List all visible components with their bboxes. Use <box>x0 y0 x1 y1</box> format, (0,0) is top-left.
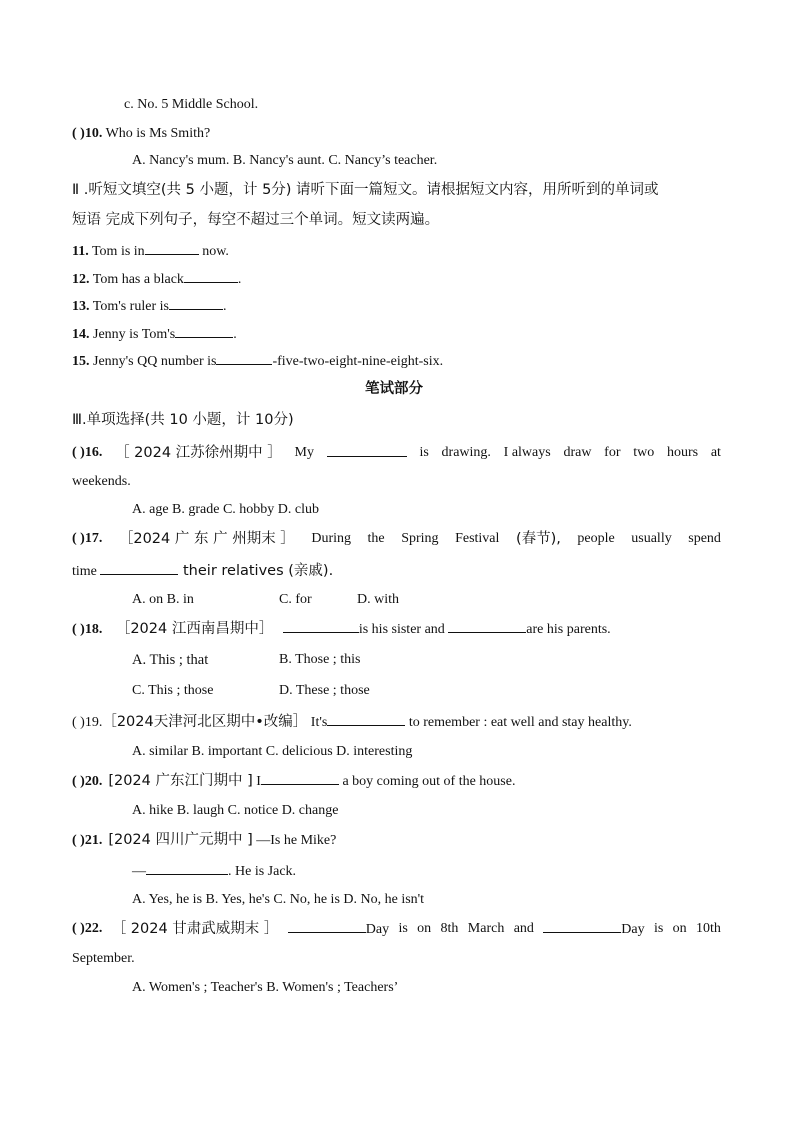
q16-options: A. age B. grade C. hobby D. club <box>132 502 320 517</box>
question-number: 22. <box>84 921 103 936</box>
word: 8th <box>440 921 459 936</box>
source-tag: [2024 四川广元期中 ] <box>108 832 253 848</box>
question-14 <box>72 325 237 344</box>
question-text: . <box>233 327 237 342</box>
q17-option-a-b: A. on B. in <box>132 592 194 607</box>
question-number: 19. <box>84 715 103 730</box>
section-2-heading-line2: 短语 完成下列句子，每空不超过三个单词。短文读两遍。 <box>72 212 440 228</box>
answer-blank[interactable] <box>146 862 228 875</box>
answer-blank[interactable] <box>100 562 178 575</box>
answer-blank[interactable] <box>448 620 526 633</box>
question-text: I <box>252 774 261 789</box>
word: Spring <box>401 531 439 546</box>
answer-blank[interactable] <box>261 772 339 785</box>
q18-option-b: B. Those ; this <box>279 652 361 667</box>
word: During <box>311 531 352 546</box>
answer-blank[interactable] <box>175 325 233 338</box>
question-18 <box>72 620 611 639</box>
answer-paren[interactable]: ( ) <box>72 531 85 546</box>
answer-blank[interactable] <box>283 620 359 633</box>
answer-blank[interactable] <box>145 242 199 255</box>
question-number: 14. <box>72 327 90 342</box>
q9-option-c: c. No. 5 Middle School. <box>124 97 259 112</box>
answer-blank[interactable] <box>327 444 407 457</box>
question-number: 16. <box>84 445 103 460</box>
word: at <box>710 445 721 460</box>
question-text: It's <box>307 715 328 730</box>
question-number: 17. <box>84 531 103 546</box>
question-11 <box>72 242 229 261</box>
word: 10th <box>696 921 721 936</box>
q17-line2 <box>72 562 333 581</box>
source-tag: ［ 2024 甘肃武威期末 ］ <box>111 921 279 937</box>
question-number: 10. <box>84 126 103 141</box>
q21-response <box>132 862 296 881</box>
question-text: . He is Jack. <box>228 864 297 879</box>
word: I always <box>503 445 551 460</box>
source-tag: ［ 2024 江苏徐州期中 ］ <box>115 445 282 461</box>
question-21 <box>72 831 336 850</box>
answer-blank[interactable] <box>327 713 405 726</box>
word: is <box>398 921 408 936</box>
word: Day <box>621 922 645 937</box>
question-text: . <box>222 299 227 314</box>
question-text: a boy coming out of the house. <box>338 774 516 789</box>
question-text: time <box>72 564 97 579</box>
source-tag: ［2024天津河北区期中•改编］ <box>102 714 308 730</box>
q18-option-c: C. This ; those <box>132 683 214 698</box>
question-text: Tom's ruler is <box>89 299 169 314</box>
question-text: now. <box>198 244 229 259</box>
question-16 <box>72 444 721 462</box>
q18-option-a: A. This ; that <box>132 652 209 668</box>
question-12 <box>72 270 241 289</box>
q17-option-c: C. for <box>279 592 312 607</box>
question-19 <box>72 713 632 732</box>
q22-options: A. Women's ; Teacher's B. Women's ; Teachers’ <box>132 980 399 995</box>
q20-options: A. hike B. laugh C. notice D. change <box>132 803 339 818</box>
word: for <box>604 445 621 460</box>
question-20 <box>72 772 515 791</box>
answer-blank[interactable] <box>169 297 223 310</box>
word: draw <box>563 445 592 460</box>
q18-option-d: D. These ; those <box>279 683 370 698</box>
q19-options: A. similar B. important C. delicious D. interesting <box>132 744 413 759</box>
answer-paren[interactable]: ( ) <box>72 774 85 789</box>
question-text: Tom is in <box>88 244 145 259</box>
question-stem: Who is Ms Smith? <box>102 126 211 141</box>
word: on <box>417 921 432 936</box>
word: Day <box>365 922 390 937</box>
question-text: -five-two-eight-nine-eight-six. <box>272 354 444 369</box>
question-22 <box>72 920 721 939</box>
question-text: are his parents. <box>526 622 611 637</box>
question-text: Jenny is Tom's <box>89 327 176 342</box>
answer-blank[interactable] <box>216 352 272 365</box>
answer-paren[interactable]: ( ) <box>72 921 85 936</box>
question-text: —Is he Mike? <box>252 833 337 848</box>
answer-paren[interactable]: ( ) <box>72 126 85 141</box>
answer-paren[interactable]: ( ) <box>72 833 85 848</box>
word: and <box>513 921 534 936</box>
answer-paren[interactable]: ( ) <box>72 715 85 730</box>
question-text: Jenny's QQ number is <box>89 354 217 369</box>
question-13 <box>72 297 226 316</box>
word: on <box>672 921 687 936</box>
q22-line2: September. <box>72 951 135 966</box>
answer-paren[interactable]: ( ) <box>72 445 85 460</box>
answer-blank[interactable] <box>184 270 238 283</box>
word: March <box>467 921 505 936</box>
q16-line2: weekends. <box>72 474 131 489</box>
source-tag: ［2024 广 东 广 州期末 ］ <box>118 531 295 547</box>
question-text: . <box>237 272 242 287</box>
word: two <box>633 445 655 460</box>
q10-options: A. Nancy's mum. B. Nancy's aunt. C. Nancy’s teacher. <box>132 153 438 168</box>
word: is <box>419 445 429 460</box>
word: hours <box>666 445 699 460</box>
word: spend <box>688 531 721 546</box>
question-text: is his sister and <box>358 622 449 637</box>
question-number: 11. <box>72 244 89 259</box>
section-2-heading-line1: Ⅱ .听短文填空(共 5 小题，计 5分) 请听下面一篇短文。请根据短文内容，用所听到的单词或 <box>72 182 659 198</box>
dash: — <box>132 864 146 879</box>
question-17 <box>72 530 721 548</box>
word: drawing. <box>441 445 491 460</box>
answer-blank[interactable] <box>288 920 366 933</box>
word: Festival <box>455 531 500 546</box>
word: people <box>577 531 615 546</box>
word: is <box>653 921 664 936</box>
q21-options: A. Yes, he is B. Yes, he's C. No, he is D. No, he isn't <box>132 892 425 907</box>
question-text: their relatives (亲戚). <box>178 563 334 579</box>
source-tag: ［2024 江西南昌期中］ <box>115 621 274 637</box>
question-number: 12. <box>72 272 90 287</box>
source-tag: [2024 广东江门期中 ] <box>108 773 253 789</box>
answer-blank[interactable] <box>543 920 621 933</box>
word: My <box>294 445 314 460</box>
answer-paren[interactable]: ( ) <box>72 622 85 637</box>
word: usually <box>631 531 672 546</box>
section-3-heading: Ⅲ.单项选择(共 10 小题，计 10分) <box>72 412 294 428</box>
word: (春节), <box>515 531 561 547</box>
word: the <box>367 531 385 546</box>
q17-option-d: D. with <box>357 592 399 607</box>
question-number: 18. <box>84 622 103 637</box>
question-10 <box>72 125 210 143</box>
question-text: Tom has a black <box>89 272 184 287</box>
written-part-title: 笔试部分 <box>365 381 423 397</box>
question-number: 13. <box>72 299 90 314</box>
question-number: 21. <box>84 833 103 848</box>
question-text: to remember : eat well and stay healthy. <box>405 715 632 730</box>
question-number: 15. <box>72 354 90 369</box>
question-number: 20. <box>84 774 103 789</box>
question-15 <box>72 352 443 371</box>
